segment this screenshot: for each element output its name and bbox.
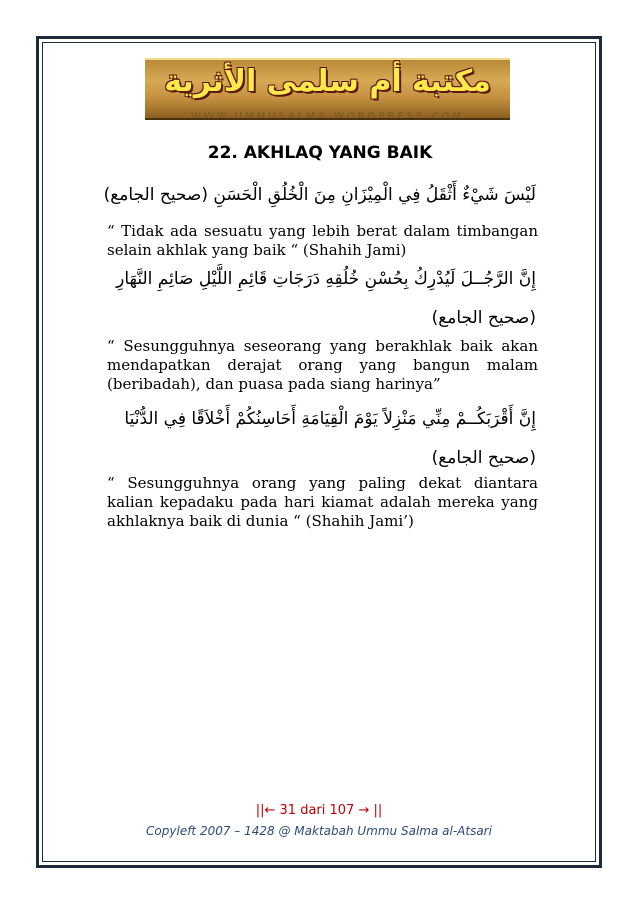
- hadith-2-translation: “ Sesungguhnya seseorang yang berakhlak baik akan mendapatkan derajat orang yang bangun malam (beribadah), dan puasa pada siang harinya”: [107, 337, 538, 393]
- logo-url-text: WWW.UMMUSALMA.WORDPRESS.COM: [190, 111, 465, 120]
- hadith-1-arabic: لَيْسَ شَيْءٌ أَثْقَلُ فِي الْمِيْزَانِ مِنَ الْخُلُقِ الْحَسَنِ (صحيح الجامع): [103, 185, 536, 205]
- hadith-2-arabic: إِنَّ الرَّجُــلَ لَيُدْرِكُ بِحُسْنِ خُلُقِهِ دَرَجَاتِ قَائِمِ اللَّيْلِ صَائِمِ النَّهَارِ (صحيح الجامع): [116, 269, 536, 328]
- hadith-3-arabic: إِنَّ أَقْرَبَكُــمْ مِنِّي مَنْزِلاً يَوْمَ الْقِيَامَةِ أَحَاسِنُكُمْ أَخْلاَقًا فِي الدُّنْيَا (صحيح الجامع): [124, 409, 536, 468]
- page-navigation[interactable]: ||← 31 dari 107 → ||: [255, 803, 383, 818]
- copyleft-notice: Copyleft 2007 – 1428 @ Maktabah Ummu Salma al-Atsari: [146, 824, 492, 838]
- hadith-3-translation: “ Sesungguhnya orang yang paling dekat diantara kalian kepadaku pada hari kiamat adalah mereka yang akhlaknya baik di dunia “ (Shahih Jami’): [107, 474, 538, 530]
- chapter-title: 22. AKHLAQ YANG BAIK: [207, 143, 433, 163]
- logo-arabic-text: مكتبة أم سلمى الأثرية: [164, 64, 491, 99]
- library-logo-banner: [145, 58, 510, 120]
- hadith-1-translation: “ Tidak ada sesuatu yang lebih berat dalam timbangan selain akhlak yang baik “ (Shahih Jami): [107, 222, 538, 259]
